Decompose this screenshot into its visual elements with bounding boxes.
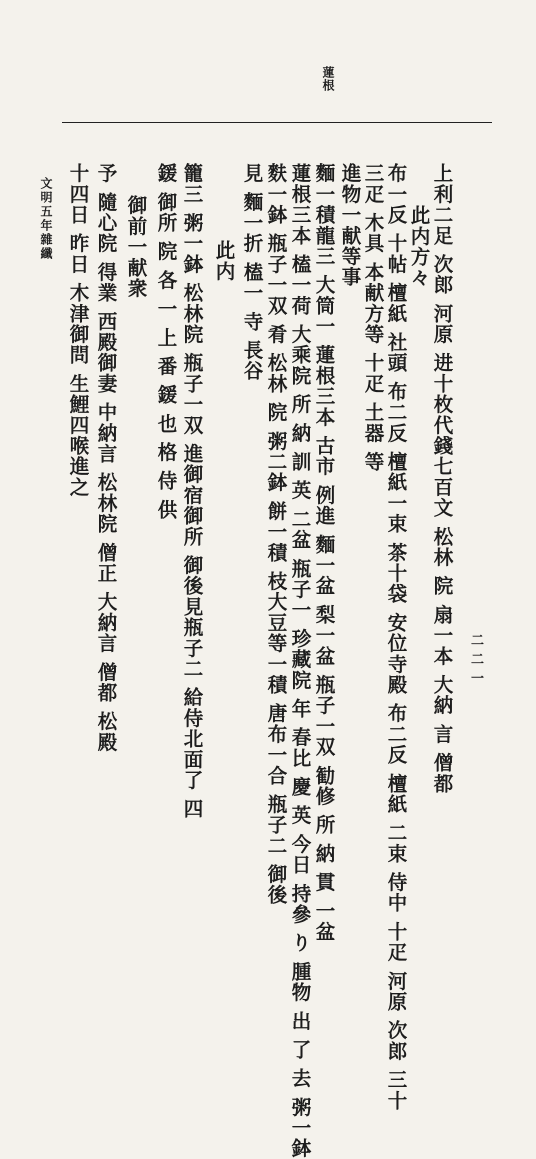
header-rule — [62, 122, 492, 123]
text-column: 十四日 昨日 木津御問 生鯉四喉進之 — [66, 163, 90, 498]
side-title: 文明五年雜纖 — [39, 177, 53, 261]
text-column: 此内方々 — [407, 205, 431, 288]
text-column: 蓮根三本 榼一荷 大乘院 所 納 訓 英 二盆 瓶子一 珍藏院 年 春比 慶 英 今日 持參 り 腫物 出 了 去 粥一鉢 — [288, 163, 312, 1159]
text-column: 籠三 粥一鉢 松林院 瓶子一双 進御宿御所 御後見瓶子二 給侍北面了 四 — [180, 163, 204, 820]
text-column: 布一反 十帖 檀紙 社頭 布二反 檀紙一束 茶十袋 安位寺殿 布二反 檀紙 二束 侍中 十疋 河原 次郎 三十 — [384, 163, 408, 1111]
page-number: 二二一 — [468, 633, 483, 690]
text-column: 見 麵一折 榼一 寺 長谷 — [240, 163, 264, 382]
text-column: 麩一鉢 瓶子一双 肴 松林 院 粥二鉢 餅一積 枝大豆等一積 唐布一合 瓶子二 御後 — [264, 163, 288, 906]
text-column: 麵一積龍三 大筒一 蓮根三本 古市 例進 麵一盆 梨一盆 瓶子一双 勧修 所 納 貫 一盆 — [312, 163, 336, 942]
text-column: 予 隨心院 得業 西殿御妻 中納言 松林院 僧正 大納言 僧都 松殿 — [94, 163, 118, 753]
text-column: 進物一献等事 — [338, 163, 362, 288]
text-column: 御前一献衆 — [124, 195, 148, 299]
running-head: 蓮根 — [321, 66, 335, 92]
text-column: 三疋 木具 本献方等 十疋 土器 等 — [361, 163, 385, 473]
text-column: 鍰 御所 院 各 一 上 番 鍰 也 格 侍 供 — [154, 163, 178, 520]
text-column: 此内 — [212, 240, 236, 282]
text-column: 上利二足 次郎 河原 进十枚代錢七百文 松林 院 扇一本 大納 言 僧都 — [430, 163, 454, 794]
